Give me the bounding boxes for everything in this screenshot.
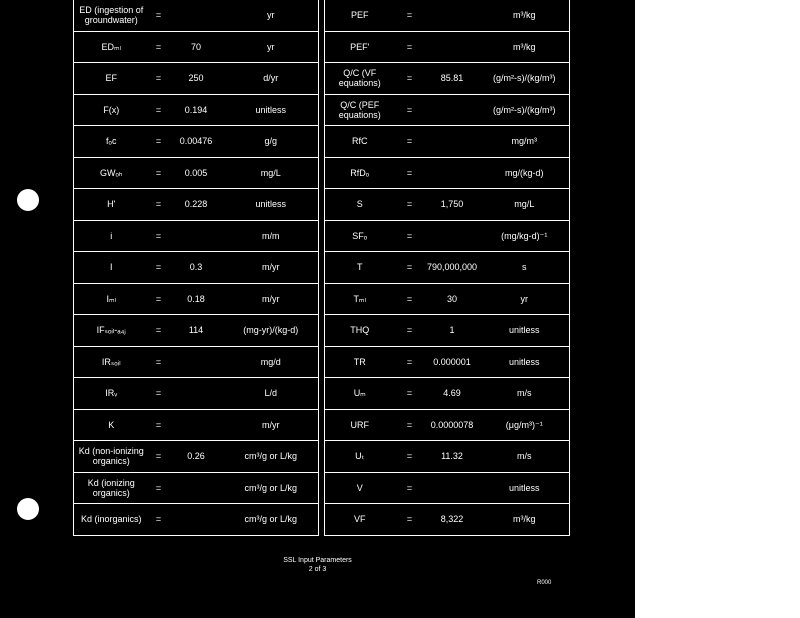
right-param-value: 85.81 (425, 63, 480, 95)
right-param-name: RfC (325, 126, 395, 158)
left-param-value (169, 0, 224, 31)
right-param-unit: mg/L (480, 189, 570, 221)
left-param-name: Kd (inorganics) (74, 504, 149, 536)
left-param-value: 0.26 (169, 441, 224, 473)
right-param-value: 0.0000078 (425, 409, 480, 441)
right-param-eq: = (395, 126, 425, 158)
left-param-eq: = (149, 94, 169, 126)
left-param-eq: = (149, 346, 169, 378)
left-param-value (169, 504, 224, 536)
left-param-eq: = (149, 378, 169, 410)
right-param-value: 11.32 (425, 441, 480, 473)
right-param-unit: (g/m²-s)/(kg/m³) (480, 94, 570, 126)
table-row (74, 472, 570, 504)
left-param-value (169, 346, 224, 378)
left-param-unit: m/yr (224, 283, 319, 315)
left-param-value: 250 (169, 63, 224, 95)
left-param-value: 0.00476 (169, 126, 224, 158)
left-param-value: 0.3 (169, 252, 224, 284)
table-row (74, 346, 570, 378)
left-param-name: EDₘₗ (74, 31, 149, 63)
right-param-name: TR (325, 346, 395, 378)
right-param-unit: m³/kg (480, 31, 570, 63)
left-param-name: I (74, 252, 149, 284)
right-param-name: Q/C (VF equations) (325, 63, 395, 95)
table-row (74, 31, 570, 63)
left-param-eq: = (149, 0, 169, 31)
left-param-eq: = (149, 409, 169, 441)
right-param-name: Uₘ (325, 378, 395, 410)
left-param-name: Iₘₗ (74, 283, 149, 315)
left-param-eq: = (149, 126, 169, 158)
left-param-unit: mg/d (224, 346, 319, 378)
left-param-unit: m/yr (224, 252, 319, 284)
page-mark: R000 (537, 580, 552, 586)
right-param-eq: = (395, 220, 425, 252)
left-param-eq: = (149, 441, 169, 473)
right-param-eq: = (395, 63, 425, 95)
table-row (74, 252, 570, 284)
left-param-name: i (74, 220, 149, 252)
right-param-unit: unitless (480, 346, 570, 378)
left-param-eq: = (149, 31, 169, 63)
left-param-eq: = (149, 220, 169, 252)
left-param-unit: (mg-yr)/(kg-d) (224, 315, 319, 347)
left-param-unit: cm³/g or L/kg (224, 441, 319, 473)
left-param-name: Kd (ionizing organics) (74, 472, 149, 504)
right-param-unit: (μg/m³)⁻¹ (480, 409, 570, 441)
left-param-eq: = (149, 63, 169, 95)
left-param-value (169, 378, 224, 410)
right-param-unit: m/s (480, 441, 570, 473)
right-param-eq: = (395, 346, 425, 378)
left-param-eq: = (149, 315, 169, 347)
left-param-unit: m/yr (224, 409, 319, 441)
right-param-unit: mg/(kg-d) (480, 157, 570, 189)
left-param-value: 0.18 (169, 283, 224, 315)
right-param-unit: s (480, 252, 570, 284)
left-param-eq: = (149, 189, 169, 221)
table-row (74, 378, 570, 410)
right-param-name: PEF' (325, 31, 395, 63)
left-param-unit: g/g (224, 126, 319, 158)
right-param-name: VF (325, 504, 395, 536)
right-param-value (425, 472, 480, 504)
right-param-value (425, 31, 480, 63)
left-param-name: K (74, 409, 149, 441)
right-param-unit: unitless (480, 315, 570, 347)
left-param-unit: unitless (224, 94, 319, 126)
right-param-name: T (325, 252, 395, 284)
left-param-value: 114 (169, 315, 224, 347)
right-param-eq: = (395, 472, 425, 504)
right-param-value: 790,000,000 (425, 252, 480, 284)
left-param-name: Kd (non-ionizing organics) (74, 441, 149, 473)
left-param-value (169, 220, 224, 252)
table-row (74, 220, 570, 252)
right-param-value: 1 (425, 315, 480, 347)
right-param-eq: = (395, 409, 425, 441)
right-param-unit: m³/kg (480, 504, 570, 536)
right-param-value: 1,750 (425, 189, 480, 221)
left-param-unit: cm³/g or L/kg (224, 472, 319, 504)
left-param-unit: mg/L (224, 157, 319, 189)
right-param-value (425, 0, 480, 31)
right-param-eq: = (395, 378, 425, 410)
right-param-value: 0.000001 (425, 346, 480, 378)
left-param-name: IFₛₒᵢₗ-ₐ₄ⱼ (74, 315, 149, 347)
left-param-unit: unitless (224, 189, 319, 221)
page-footer (0, 556, 635, 574)
left-param-eq: = (149, 157, 169, 189)
left-param-name: IRᵥ (74, 378, 149, 410)
table-row (74, 409, 570, 441)
left-param-name: EF (74, 63, 149, 95)
right-param-name: V (325, 472, 395, 504)
right-param-name: Q/C (PEF equations) (325, 94, 395, 126)
right-param-name: THQ (325, 315, 395, 347)
right-param-name: PEF (325, 0, 395, 31)
left-param-eq: = (149, 252, 169, 284)
footer-title: SSL Input Parameters (283, 557, 352, 564)
left-param-name: IRₛₒᵢₗ (74, 346, 149, 378)
left-param-unit: cm³/g or L/kg (224, 504, 319, 536)
right-param-name: URF (325, 409, 395, 441)
left-param-name: H' (74, 189, 149, 221)
right-param-eq: = (395, 441, 425, 473)
right-param-unit: m³/kg (480, 0, 570, 31)
table-row (74, 441, 570, 473)
punch-hole (17, 498, 39, 520)
right-param-value: 30 (425, 283, 480, 315)
left-param-unit: L/d (224, 378, 319, 410)
right-param-unit: (g/m²-s)/(kg/m³) (480, 63, 570, 95)
punch-hole (17, 189, 39, 211)
right-param-unit: unitless (480, 472, 570, 504)
table-row (74, 315, 570, 347)
left-param-value: 0.005 (169, 157, 224, 189)
table-row (74, 504, 570, 536)
left-param-name: ED (ingestion of groundwater) (74, 0, 149, 31)
right-param-eq: = (395, 189, 425, 221)
parameter-table (73, 0, 570, 536)
right-param-eq: = (395, 504, 425, 536)
right-param-value (425, 94, 480, 126)
left-param-eq: = (149, 504, 169, 536)
right-param-eq: = (395, 252, 425, 284)
right-param-unit: mg/m³ (480, 126, 570, 158)
left-param-value: 70 (169, 31, 224, 63)
right-param-name: S (325, 189, 395, 221)
right-param-eq: = (395, 283, 425, 315)
table-row (74, 126, 570, 158)
left-param-unit: d/yr (224, 63, 319, 95)
right-param-value: 8,322 (425, 504, 480, 536)
left-param-name: F(x) (74, 94, 149, 126)
left-param-eq: = (149, 472, 169, 504)
right-param-value (425, 157, 480, 189)
left-param-value: 0.194 (169, 94, 224, 126)
table-row (74, 63, 570, 95)
table-row (74, 157, 570, 189)
right-param-eq: = (395, 94, 425, 126)
left-param-eq: = (149, 283, 169, 315)
right-param-value (425, 126, 480, 158)
right-param-name: Tₘₗ (325, 283, 395, 315)
left-param-unit: yr (224, 0, 319, 31)
right-param-name: RfDₒ (325, 157, 395, 189)
left-param-unit: m/m (224, 220, 319, 252)
table-row (74, 94, 570, 126)
left-param-unit: yr (224, 31, 319, 63)
table-row (74, 283, 570, 315)
left-param-value (169, 472, 224, 504)
right-param-eq: = (395, 0, 425, 31)
right-param-eq: = (395, 315, 425, 347)
right-param-unit: m/s (480, 378, 570, 410)
table-row (74, 0, 570, 31)
right-param-value: 4.69 (425, 378, 480, 410)
right-param-eq: = (395, 31, 425, 63)
right-param-unit: (mg/kg-d)⁻¹ (480, 220, 570, 252)
left-param-name: fₒc (74, 126, 149, 158)
left-param-name: GWₒₕ (74, 157, 149, 189)
right-param-name: Uₜ (325, 441, 395, 473)
footer-page-number: 2 of 3 (308, 566, 327, 573)
right-param-eq: = (395, 157, 425, 189)
left-param-value: 0.228 (169, 189, 224, 221)
right-param-value (425, 220, 480, 252)
right-param-unit: yr (480, 283, 570, 315)
left-param-value (169, 409, 224, 441)
right-param-name: SFₒ (325, 220, 395, 252)
table-row (74, 189, 570, 221)
